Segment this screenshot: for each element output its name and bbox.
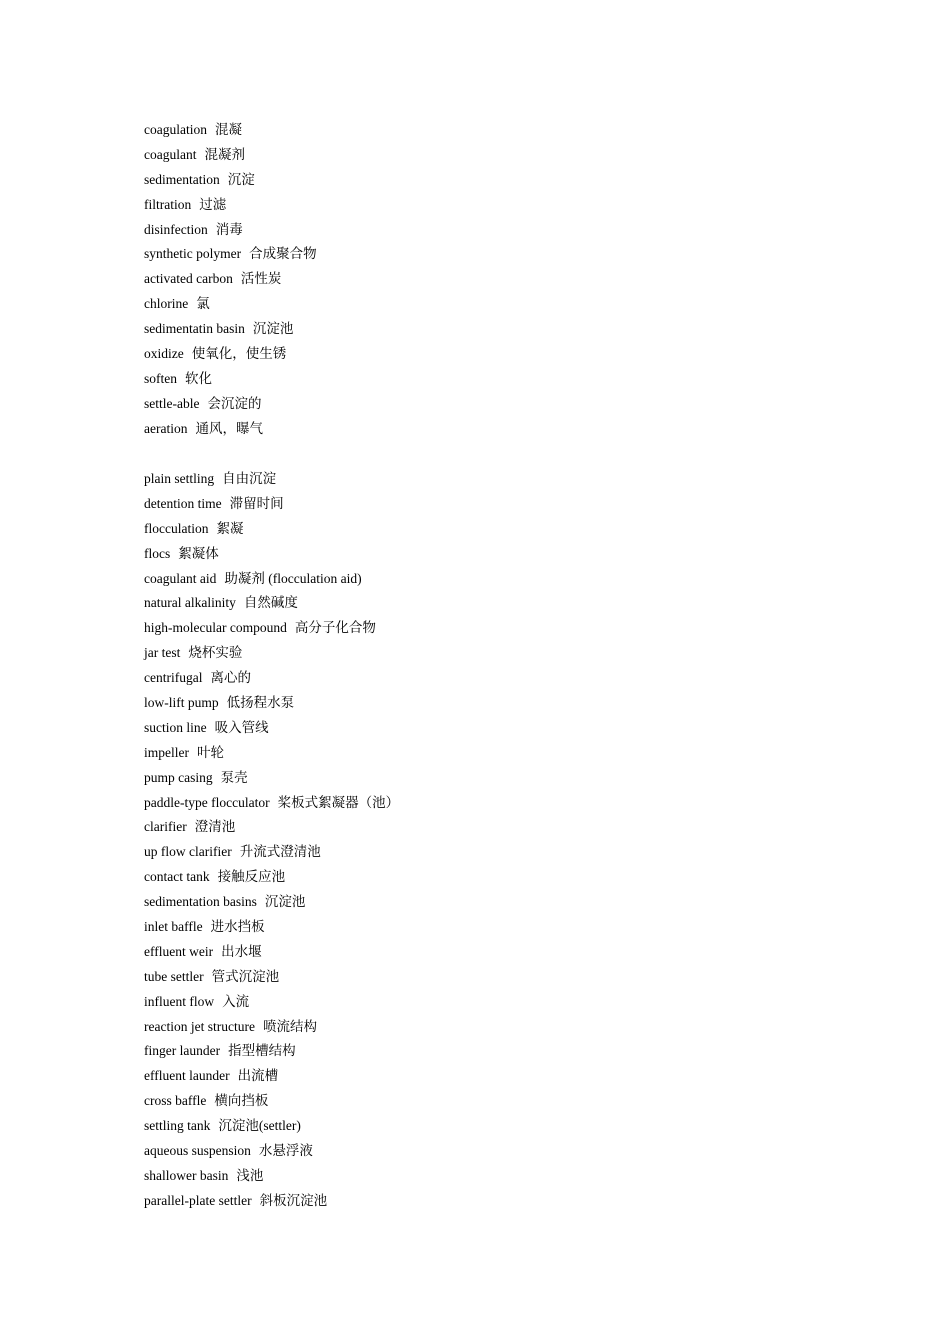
glossary-term: centrifugal — [144, 670, 203, 686]
glossary-translation: 滞留时间 — [229, 495, 284, 511]
glossary-translation: 沉淀池 — [264, 894, 306, 910]
glossary-translation: 活性炭 — [240, 271, 282, 287]
glossary-term: flocs — [144, 545, 171, 561]
glossary-entry — [144, 1114, 399, 1139]
glossary-term: up flow clarifier — [144, 844, 232, 860]
glossary-translation: 混凝 — [214, 122, 242, 137]
glossary-translation: 使氧化，使生锈 — [191, 346, 287, 362]
glossary-entry — [144, 666, 399, 691]
glossary-translation: 烧杯实验 — [188, 645, 243, 661]
glossary-term: jar test — [144, 645, 181, 661]
glossary-translation: 出水堰 — [221, 943, 262, 959]
glossary-term: natural alkalinity — [144, 595, 236, 611]
glossary-term: activated carbon — [144, 271, 233, 287]
glossary-entry — [144, 542, 399, 567]
glossary-term: paddle-type flocculator — [144, 794, 270, 810]
glossary-term: influent flow — [144, 993, 215, 1009]
glossary-term: settling tank — [144, 1118, 211, 1134]
glossary-entry — [144, 1039, 399, 1064]
glossary-list-section-2 — [144, 467, 399, 1214]
glossary-term: coagulant — [144, 146, 197, 162]
glossary-translation: 低扬程水泵 — [226, 695, 295, 711]
glossary-entry — [144, 965, 399, 990]
glossary-entry — [144, 766, 399, 791]
glossary-entry — [144, 218, 317, 243]
glossary-translation: 会沉淀的 — [207, 395, 262, 411]
glossary-term: coagulation — [144, 122, 207, 137]
glossary-entry — [144, 467, 399, 492]
glossary-entry — [144, 1189, 399, 1214]
glossary-translation: 沉淀池(settler) — [218, 1118, 301, 1134]
glossary-term: contact tank — [144, 869, 210, 885]
glossary-entry — [144, 1164, 399, 1189]
glossary-translation: 过滤 — [199, 196, 227, 212]
glossary-term: low-lift pump — [144, 695, 219, 711]
glossary-entry — [144, 741, 399, 766]
glossary-entry — [144, 840, 399, 865]
glossary-term: aeration — [144, 420, 188, 436]
glossary-translation: 消毒 — [215, 221, 243, 237]
glossary-entry — [144, 517, 399, 542]
glossary-entry — [144, 143, 317, 168]
glossary-translation: 入流 — [222, 993, 250, 1009]
glossary-translation: 混凝剂 — [204, 146, 245, 162]
glossary-translation: 沉淀 — [227, 171, 255, 187]
glossary-translation: 絮凝 — [216, 520, 244, 536]
glossary-entry — [144, 1064, 399, 1089]
glossary-term: flocculation — [144, 520, 209, 536]
glossary-translation: 软化 — [185, 370, 212, 386]
glossary-term: aqueous suspension — [144, 1143, 251, 1159]
glossary-translation: 絮凝体 — [178, 545, 219, 561]
glossary-entry — [144, 791, 399, 816]
glossary-entry — [144, 342, 317, 367]
glossary-translation: 吸入管线 — [214, 719, 269, 735]
glossary-entry — [144, 865, 399, 890]
glossary-term: sedimentatin basin — [144, 321, 245, 337]
glossary-translation: 进水挡板 — [210, 919, 265, 935]
glossary-entry — [144, 890, 399, 915]
glossary-entry — [144, 193, 317, 218]
glossary-term: effluent launder — [144, 1068, 230, 1084]
glossary-translation: 泵壳 — [220, 769, 248, 785]
glossary-entry — [144, 292, 317, 317]
glossary-translation: 氯 — [196, 296, 210, 312]
glossary-entry — [144, 691, 399, 716]
glossary-term: effluent weir — [144, 943, 214, 959]
glossary-term: cross baffle — [144, 1093, 207, 1109]
glossary-translation: 高分子化合物 — [294, 620, 376, 636]
glossary-entry — [144, 940, 399, 965]
glossary-term: sedimentation — [144, 171, 220, 187]
glossary-term: tube settler — [144, 968, 204, 984]
glossary-term: pump casing — [144, 769, 213, 785]
glossary-term: shallower basin — [144, 1167, 229, 1183]
glossary-entry — [144, 267, 317, 292]
glossary-entry — [144, 716, 399, 741]
glossary-translation: 升流式澄清池 — [239, 844, 321, 860]
glossary-term: disinfection — [144, 221, 208, 237]
glossary-term: reaction jet structure — [144, 1018, 255, 1034]
glossary-term: plain settling — [144, 471, 215, 486]
glossary-translation: 管式沉淀池 — [211, 968, 280, 984]
glossary-entry — [144, 567, 399, 592]
glossary-translation: 水悬浮液 — [258, 1143, 313, 1159]
glossary-term: synthetic polymer — [144, 246, 242, 262]
glossary-term: soften — [144, 370, 177, 386]
glossary-entry — [144, 367, 317, 392]
glossary-term: clarifier — [144, 819, 187, 835]
glossary-translation: 澄清池 — [194, 819, 236, 835]
glossary-translation: 叶轮 — [196, 744, 224, 760]
glossary-entry — [144, 118, 317, 143]
glossary-translation: 接触反应池 — [217, 869, 286, 885]
glossary-translation: 桨板式絮凝器（池） — [277, 794, 400, 810]
glossary-term: coagulant aid — [144, 570, 217, 586]
glossary-term: sedimentation basins — [144, 894, 257, 910]
glossary-translation: 合成聚合物 — [249, 246, 317, 262]
glossary-translation: 斜板沉淀池 — [259, 1192, 328, 1208]
glossary-entry — [144, 168, 317, 193]
glossary-entry — [144, 1089, 399, 1114]
glossary-entry — [144, 1139, 399, 1164]
glossary-term: finger launder — [144, 1043, 221, 1059]
glossary-term: parallel-plate settler — [144, 1192, 252, 1208]
glossary-term: high-molecular compound — [144, 620, 287, 636]
glossary-entry — [144, 492, 399, 517]
glossary-term: settle-able — [144, 395, 200, 411]
glossary-entry — [144, 591, 399, 616]
glossary-translation: 离心的 — [210, 670, 251, 686]
glossary-translation: 横向挡板 — [214, 1093, 269, 1109]
glossary-term: impeller — [144, 744, 189, 760]
glossary-term: chlorine — [144, 296, 189, 312]
glossary-entry — [144, 616, 399, 641]
glossary-translation: 通风，曝气 — [195, 420, 263, 436]
glossary-entry — [144, 242, 317, 267]
glossary-translation: 出流槽 — [237, 1068, 279, 1084]
glossary-entry — [144, 641, 399, 666]
glossary-translation: 指型槽结构 — [228, 1043, 296, 1059]
glossary-term: oxidize — [144, 346, 184, 362]
glossary-entry — [144, 915, 399, 940]
glossary-entry — [144, 392, 317, 417]
glossary-term: filtration — [144, 196, 192, 212]
glossary-translation: 喷流结构 — [262, 1018, 317, 1034]
glossary-translation: 浅池 — [236, 1167, 264, 1183]
glossary-translation: 助凝剂 (flocculation aid) — [224, 570, 362, 586]
glossary-translation: 自由沉淀 — [222, 471, 277, 486]
glossary-translation: 自然碱度 — [243, 595, 298, 611]
glossary-term: detention time — [144, 495, 222, 511]
glossary-list-section-1 — [144, 118, 317, 442]
glossary-term: inlet baffle — [144, 919, 203, 935]
glossary-term: suction line — [144, 719, 207, 735]
glossary-entry — [144, 317, 317, 342]
glossary-entry — [144, 815, 399, 840]
glossary-entry — [144, 990, 399, 1015]
glossary-entry — [144, 1015, 399, 1040]
glossary-entry — [144, 417, 317, 442]
glossary-translation: 沉淀池 — [252, 321, 294, 337]
